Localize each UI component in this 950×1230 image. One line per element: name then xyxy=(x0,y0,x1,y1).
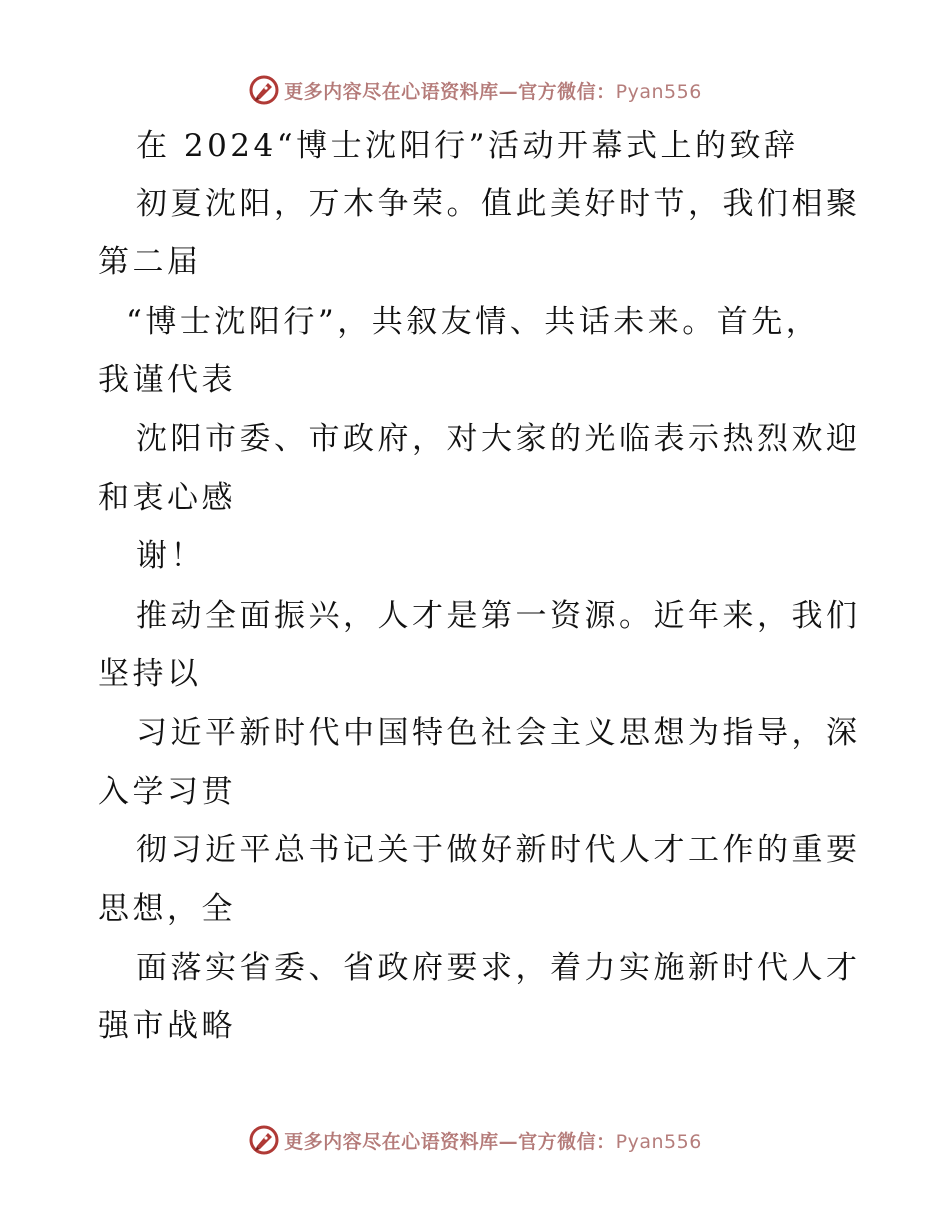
paragraph-line: 谢！ xyxy=(136,538,205,574)
paragraph-line: 坚持以 xyxy=(98,656,202,692)
paragraph-line: 面落实省委、省政府要求，着力实施新时代人才 xyxy=(136,950,861,986)
paragraph-line: 推动全面振兴，人才是第一资源。近年来，我们 xyxy=(136,598,861,634)
header-banner xyxy=(0,72,950,108)
banner-text: 更多内容尽在心语资料库—官方微信： xyxy=(284,80,616,103)
paragraph-line: “博士沈阳行”，共叙友情、共话未来。首先， xyxy=(126,304,821,340)
banner-text: 更多内容尽在心语资料库—官方微信： xyxy=(284,1130,616,1153)
paragraph-line: 思想，全 xyxy=(98,891,236,927)
paragraph-line: 入学习贯 xyxy=(98,774,236,810)
banner-wechat-id: Pyan556 xyxy=(615,80,702,103)
footer-banner xyxy=(0,1122,950,1158)
banner-wechat-id: Pyan556 xyxy=(615,1130,702,1153)
paragraph-line: 沈阳市委、市政府，对大家的光临表示热烈欢迎 xyxy=(136,421,861,457)
pen-nib-circle-icon xyxy=(248,1124,280,1156)
paragraph-line: 和衷心感 xyxy=(98,480,236,516)
paragraph-line: 彻习近平总书记关于做好新时代人才工作的重要 xyxy=(136,832,861,868)
paragraph-line: 我谨代表 xyxy=(98,362,236,398)
paragraph-line: 初夏沈阳，万木争荣。值此美好时节，我们相聚 xyxy=(136,186,861,222)
paragraph-line: 习近平新时代中国特色社会主义思想为指导，深 xyxy=(136,715,861,751)
document-title: 在 2024“博士沈阳行”活动开幕式上的致辞 xyxy=(136,128,799,164)
pen-nib-circle-icon xyxy=(248,74,280,106)
paragraph-line: 第二届 xyxy=(98,244,202,280)
paragraph-line: 强市战略 xyxy=(98,1008,236,1044)
